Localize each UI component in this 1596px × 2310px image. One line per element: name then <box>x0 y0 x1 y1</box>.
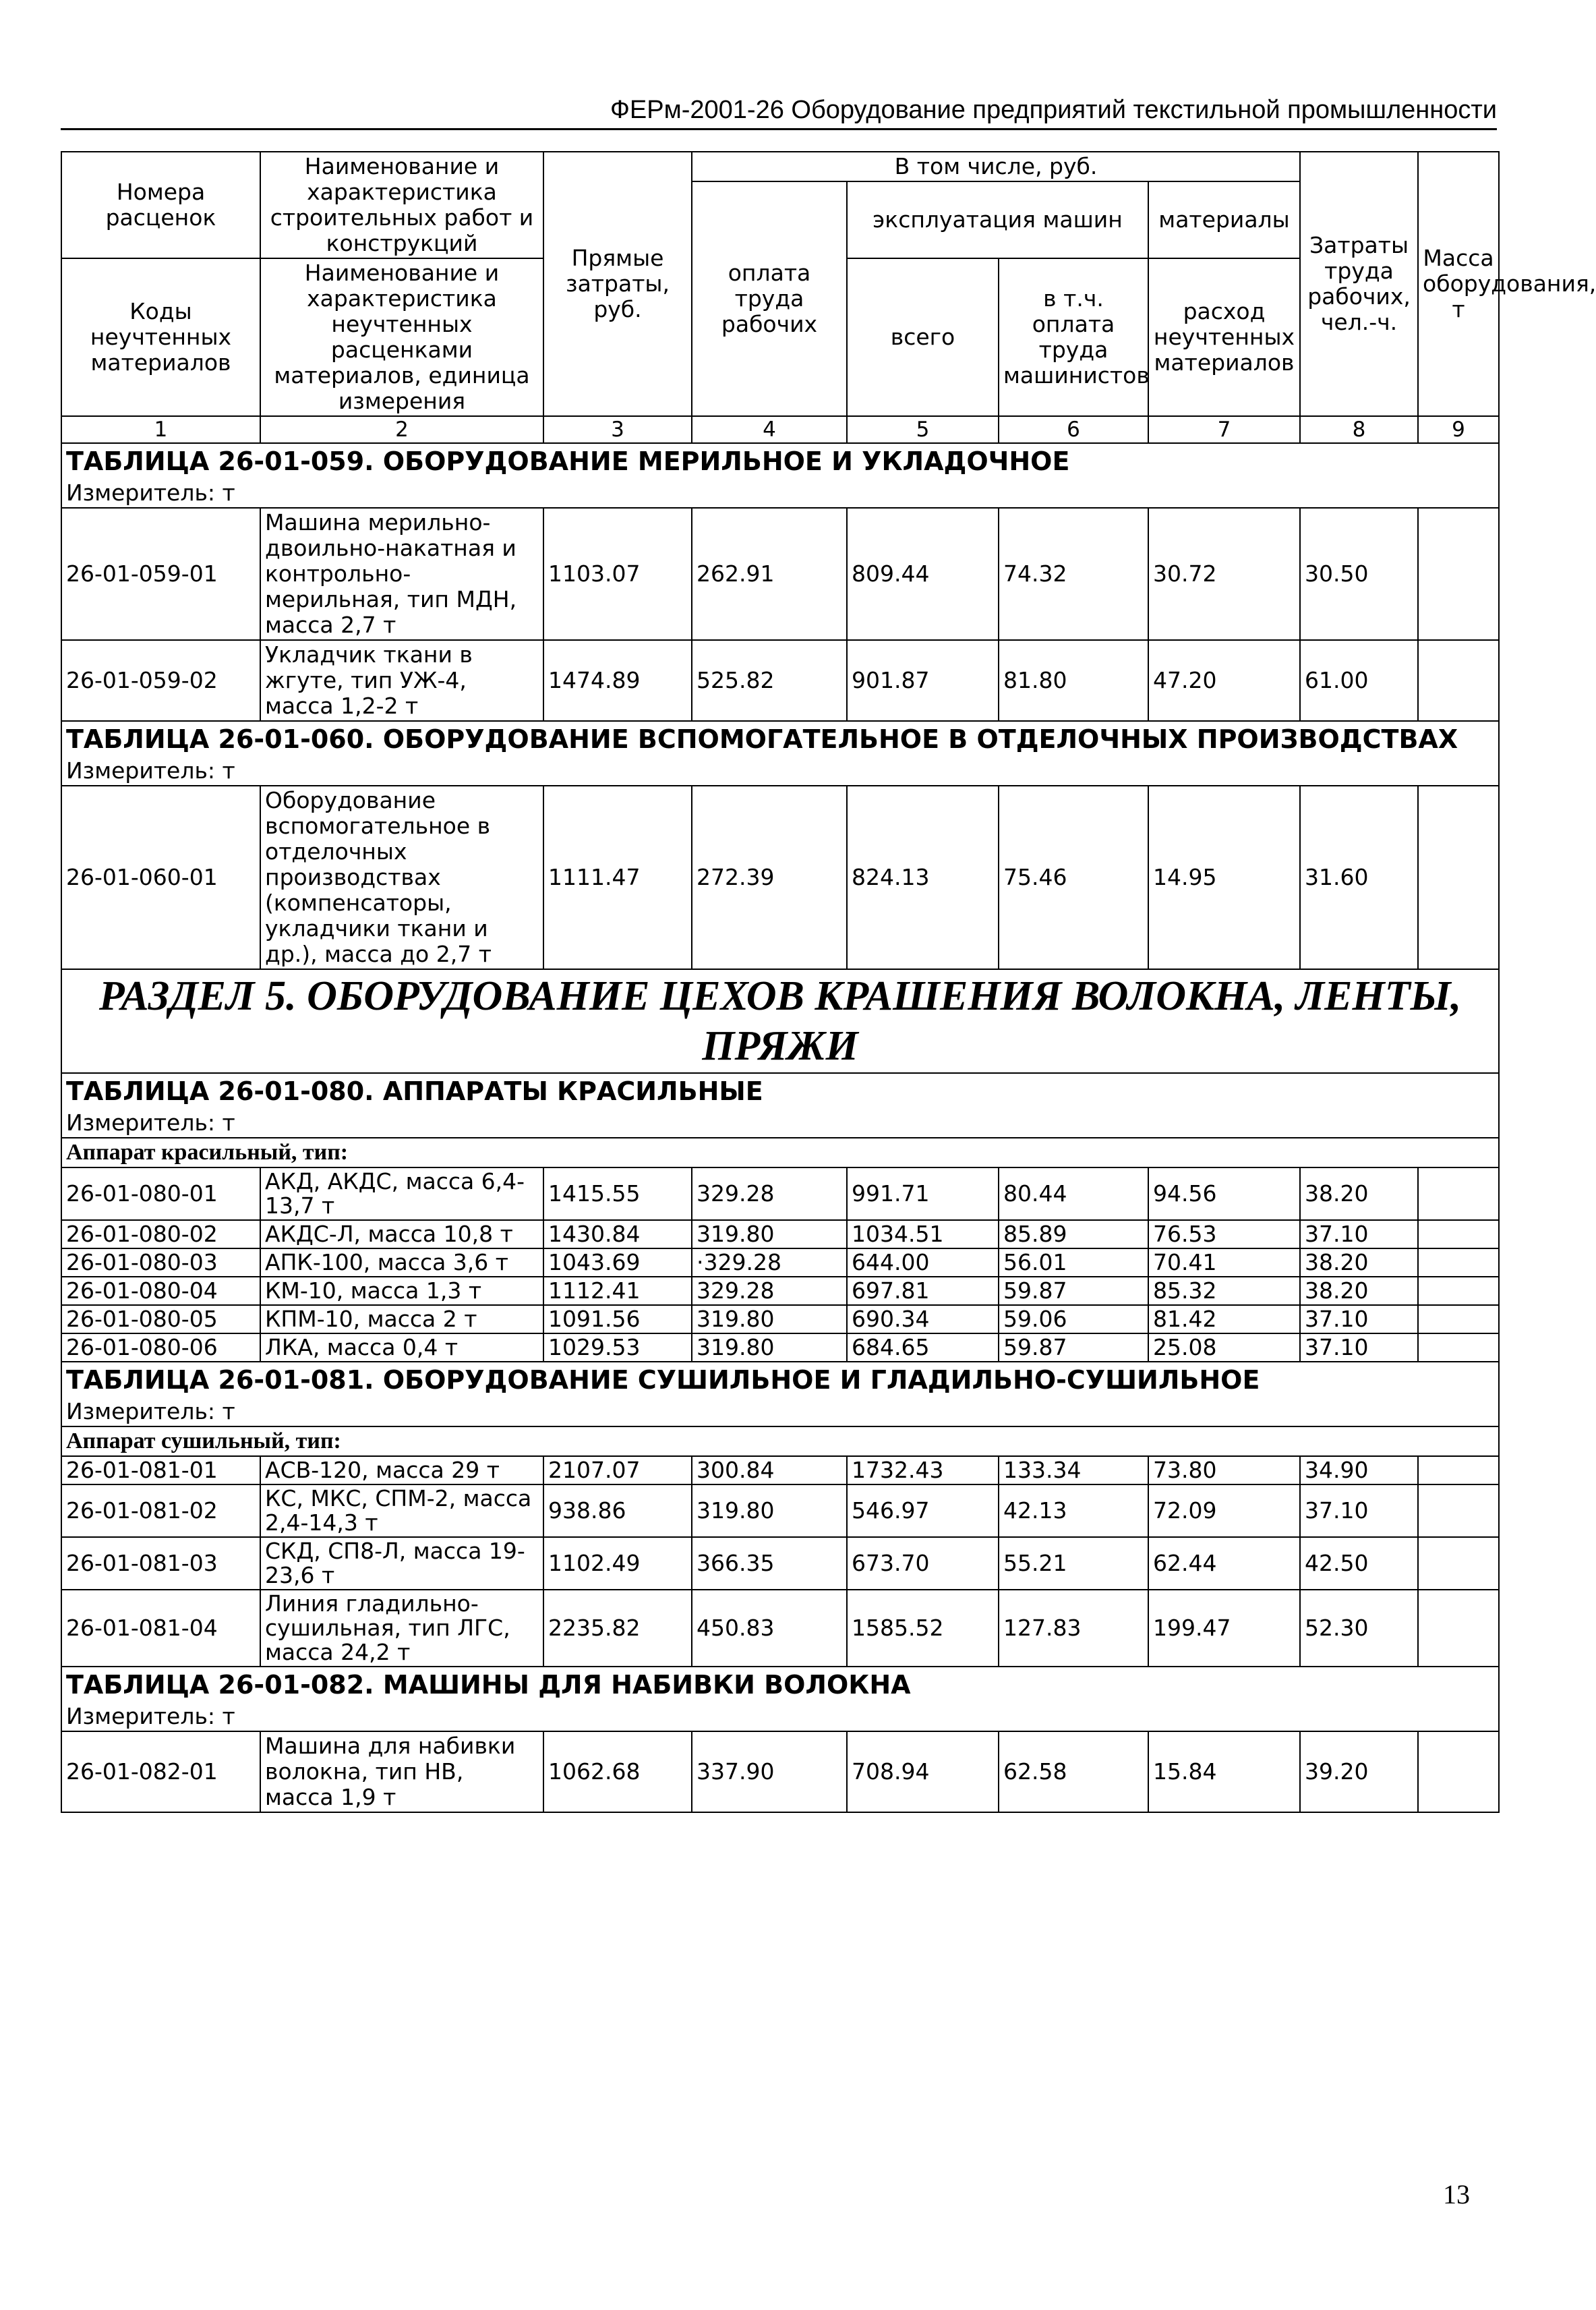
direct-costs: 2107.07 <box>543 1456 692 1484</box>
header-labor-hours: Затраты труда рабочих, чел.-ч. <box>1300 152 1418 416</box>
rate-code: 26-01-080-04 <box>61 1277 260 1305</box>
running-header: ФЕРм-2001-26 Оборудование предприятий текстильной промышленности <box>61 94 1497 130</box>
work-name: АКДС-Л, масса 10,8 т <box>260 1220 543 1248</box>
machinist-pay: 55.21 <box>999 1537 1148 1590</box>
table-row <box>61 1248 1499 1277</box>
table-row <box>61 1537 1499 1590</box>
worker-pay: 272.39 <box>692 786 847 969</box>
header-machine-operation: эксплуатация машин <box>847 181 1148 258</box>
header-including: В том числе, руб. <box>692 152 1300 181</box>
labor-hours: 72.09 <box>1148 1484 1300 1537</box>
equipment-mass: 39.20 <box>1300 1731 1418 1812</box>
machinist-pay: 59.87 <box>999 1277 1148 1305</box>
worker-pay: 319.80 <box>692 1333 847 1362</box>
header-equipment-mass: Масса оборудования, т <box>1418 152 1499 416</box>
table-unit-row <box>61 1397 1499 1426</box>
machines-total: 690.34 <box>847 1305 999 1333</box>
worker-pay: 319.80 <box>692 1220 847 1248</box>
rate-code: 26-01-080-02 <box>61 1220 260 1248</box>
norms-table <box>61 151 1596 1813</box>
table-title: ТАБЛИЦА 26-01-082. МАШИНЫ ДЛЯ НАБИВКИ ВОЛОКНА <box>61 1667 1499 1702</box>
equipment-mass: 38.20 <box>1300 1248 1418 1277</box>
table-row <box>61 1220 1499 1248</box>
machines-total: 1732.43 <box>847 1456 999 1484</box>
equipment-mass: 52.30 <box>1300 1590 1418 1667</box>
direct-costs: 1430.84 <box>543 1220 692 1248</box>
rate-code: 26-01-080-03 <box>61 1248 260 1277</box>
table-unit: Измеритель: т <box>61 1702 1499 1731</box>
worker-pay: 300.84 <box>692 1456 847 1484</box>
table-row <box>61 1731 1499 1812</box>
group-row <box>61 1426 1499 1456</box>
column-number: 1 <box>61 416 260 443</box>
table-unit: Измеритель: т <box>61 1397 1499 1426</box>
empty-cell <box>1418 1590 1499 1667</box>
empty-cell <box>1418 1248 1499 1277</box>
machinist-pay: 56.01 <box>999 1248 1148 1277</box>
direct-costs: 1062.68 <box>543 1731 692 1812</box>
empty-cell <box>1418 1220 1499 1248</box>
header-materials: материалы <box>1148 181 1300 258</box>
labor-hours: 85.32 <box>1148 1277 1300 1305</box>
empty-cell <box>1418 1731 1499 1812</box>
machines-total: 708.94 <box>847 1731 999 1812</box>
header-work-name: Наименование и характеристика строительных работ и конструкций <box>260 152 543 258</box>
worker-pay: 319.80 <box>692 1305 847 1333</box>
work-name: КС, МКС, СПМ-2, масса 2,4-14,3 т <box>260 1484 543 1537</box>
direct-costs: 2235.82 <box>543 1590 692 1667</box>
worker-pay: 319.80 <box>692 1484 847 1537</box>
machinist-pay: 75.46 <box>999 786 1148 969</box>
machinist-pay: 127.83 <box>999 1590 1148 1667</box>
rate-code: 26-01-082-01 <box>61 1731 260 1812</box>
equipment-mass: 37.10 <box>1300 1333 1418 1362</box>
worker-pay: 337.90 <box>692 1731 847 1812</box>
labor-hours: 76.53 <box>1148 1220 1300 1248</box>
rate-code: 26-01-080-05 <box>61 1305 260 1333</box>
rate-code: 26-01-081-04 <box>61 1590 260 1667</box>
equipment-mass: 38.20 <box>1300 1167 1418 1220</box>
table-row <box>61 640 1499 721</box>
labor-hours: 199.47 <box>1148 1590 1300 1667</box>
rate-code: 26-01-081-01 <box>61 1456 260 1484</box>
header-direct-costs: Прямые затраты, руб. <box>543 152 692 416</box>
direct-costs: 1091.56 <box>543 1305 692 1333</box>
work-name: Оборудование вспомогательное в отделочных производствах (компенсаторы, укладчики ткани и др.), масса до 2,7 т <box>260 786 543 969</box>
labor-hours: 73.80 <box>1148 1456 1300 1484</box>
equipment-mass: 37.10 <box>1300 1305 1418 1333</box>
equipment-mass: 34.90 <box>1300 1456 1418 1484</box>
rate-code: 26-01-059-01 <box>61 508 260 640</box>
group-heading: Аппарат сушильный, тип: <box>61 1426 1499 1456</box>
work-name: Укладчик ткани в жгуте, тип УЖ-4, масса 1,2-2 т <box>260 640 543 721</box>
machines-total: 684.65 <box>847 1333 999 1362</box>
equipment-mass: 30.50 <box>1300 508 1418 640</box>
table-title-row <box>61 443 1499 479</box>
direct-costs: 1043.69 <box>543 1248 692 1277</box>
empty-cell <box>1418 1484 1499 1537</box>
group-heading: Аппарат красильный, тип: <box>61 1138 1499 1167</box>
page-number: 13 <box>1443 2179 1470 2210</box>
rate-code: 26-01-080-01 <box>61 1167 260 1220</box>
machines-total: 644.00 <box>847 1248 999 1277</box>
table-unit-row <box>61 757 1499 786</box>
header-material-consumption: расход неучтенных материалов <box>1148 258 1300 416</box>
column-number: 2 <box>260 416 543 443</box>
table-unit-row <box>61 1702 1499 1731</box>
empty-cell <box>1418 508 1499 640</box>
machinist-pay: 74.32 <box>999 508 1148 640</box>
direct-costs: 1103.07 <box>543 508 692 640</box>
direct-costs: 1112.41 <box>543 1277 692 1305</box>
table-row <box>61 508 1499 640</box>
table-row <box>61 786 1499 969</box>
work-name: ЛКА, масса 0,4 т <box>260 1333 543 1362</box>
table-title-row <box>61 721 1499 757</box>
worker-pay: 329.28 <box>692 1277 847 1305</box>
empty-cell <box>1418 1333 1499 1362</box>
labor-hours: 94.56 <box>1148 1167 1300 1220</box>
machines-total: 901.87 <box>847 640 999 721</box>
table-row <box>61 1456 1499 1484</box>
labor-hours: 14.95 <box>1148 786 1300 969</box>
machinist-pay: 62.58 <box>999 1731 1148 1812</box>
equipment-mass: 37.10 <box>1300 1484 1418 1537</box>
machines-total: 1585.52 <box>847 1590 999 1667</box>
equipment-mass: 38.20 <box>1300 1277 1418 1305</box>
machinist-pay: 85.89 <box>999 1220 1148 1248</box>
work-name: АКД, АКДС, масса 6,4-13,7 т <box>260 1167 543 1220</box>
machines-total: 809.44 <box>847 508 999 640</box>
header-machines-total: всего <box>847 258 999 416</box>
machines-total: 824.13 <box>847 786 999 969</box>
work-name: Машина для набивки волокна, тип НВ, масса 1,9 т <box>260 1731 543 1812</box>
table-row <box>61 1277 1499 1305</box>
table-title: ТАБЛИЦА 26-01-081. ОБОРУДОВАНИЕ СУШИЛЬНОЕ И ГЛАДИЛЬНО-СУШИЛЬНОЕ <box>61 1362 1499 1397</box>
worker-pay: 450.83 <box>692 1590 847 1667</box>
work-name: СКД, СП8-Л, масса 19-23,6 т <box>260 1537 543 1590</box>
machines-total: 697.81 <box>847 1277 999 1305</box>
labor-hours: 47.20 <box>1148 640 1300 721</box>
column-number: 3 <box>543 416 692 443</box>
table-row <box>61 1305 1499 1333</box>
labor-hours: 15.84 <box>1148 1731 1300 1812</box>
column-number: 5 <box>847 416 999 443</box>
empty-cell <box>1418 640 1499 721</box>
rate-code: 26-01-060-01 <box>61 786 260 969</box>
rate-code: 26-01-059-02 <box>61 640 260 721</box>
header-material-name: Наименование и характеристика неучтенных расценками материалов, единица измерения <box>260 258 543 416</box>
table-unit: Измеритель: т <box>61 757 1499 786</box>
column-number: 6 <box>999 416 1148 443</box>
empty-cell <box>1418 1277 1499 1305</box>
empty-cell <box>1418 1456 1499 1484</box>
empty-cell <box>1418 1305 1499 1333</box>
work-name: КПМ-10, масса 2 т <box>260 1305 543 1333</box>
direct-costs: 1111.47 <box>543 786 692 969</box>
empty-cell <box>1418 1537 1499 1590</box>
direct-costs: 1474.89 <box>543 640 692 721</box>
rate-code: 26-01-080-06 <box>61 1333 260 1362</box>
direct-costs: 1415.55 <box>543 1167 692 1220</box>
machinist-pay: 80.44 <box>999 1167 1148 1220</box>
equipment-mass: 42.50 <box>1300 1537 1418 1590</box>
worker-pay: 262.91 <box>692 508 847 640</box>
column-numbers-row <box>61 416 1499 443</box>
column-number: 9 <box>1418 416 1499 443</box>
group-row <box>61 1138 1499 1167</box>
table-title: ТАБЛИЦА 26-01-059. ОБОРУДОВАНИЕ МЕРИЛЬНОЕ И УКЛАДОЧНОЕ <box>61 443 1499 479</box>
work-name: КМ-10, масса 1,3 т <box>260 1277 543 1305</box>
column-number: 7 <box>1148 416 1300 443</box>
header-machinist-pay: в т.ч. оплата труда машинистов <box>999 258 1148 416</box>
machinist-pay: 42.13 <box>999 1484 1148 1537</box>
table-title-row <box>61 1667 1499 1702</box>
machines-total: 673.70 <box>847 1537 999 1590</box>
work-name: Машина мерильно-двоильно-накатная и контрольно-мерильная, тип МДН, масса 2,7 т <box>260 508 543 640</box>
column-number: 8 <box>1300 416 1418 443</box>
equipment-mass: 37.10 <box>1300 1220 1418 1248</box>
rate-code: 26-01-081-03 <box>61 1537 260 1590</box>
header-unaccounted-material-codes: Коды неучтенных материалов <box>61 258 260 416</box>
machines-total: 546.97 <box>847 1484 999 1537</box>
direct-costs: 1029.53 <box>543 1333 692 1362</box>
worker-pay: 366.35 <box>692 1537 847 1590</box>
table-title: ТАБЛИЦА 26-01-060. ОБОРУДОВАНИЕ ВСПОМОГАТЕЛЬНОЕ В ОТДЕЛОЧНЫХ ПРОИЗВОДСТВАХ <box>61 721 1499 757</box>
table-row <box>61 1333 1499 1362</box>
labor-hours: 81.42 <box>1148 1305 1300 1333</box>
header-worker-pay: оплата труда рабочих <box>692 181 847 416</box>
direct-costs: 1102.49 <box>543 1537 692 1590</box>
work-name: АПК-100, масса 3,6 т <box>260 1248 543 1277</box>
machinist-pay: 81.80 <box>999 640 1148 721</box>
table-unit: Измеритель: т <box>61 1109 1499 1138</box>
table-row <box>61 1484 1499 1537</box>
worker-pay: 329.28 <box>692 1167 847 1220</box>
header-rate-numbers: Номера расценок <box>61 152 260 258</box>
labor-hours: 62.44 <box>1148 1537 1300 1590</box>
equipment-mass: 31.60 <box>1300 786 1418 969</box>
column-number: 4 <box>692 416 847 443</box>
empty-cell <box>1418 1167 1499 1220</box>
empty-cell <box>1418 786 1499 969</box>
table-title: ТАБЛИЦА 26-01-080. АППАРАТЫ КРАСИЛЬНЫЕ <box>61 1073 1499 1109</box>
labor-hours: 70.41 <box>1148 1248 1300 1277</box>
worker-pay: 525.82 <box>692 640 847 721</box>
table-title-row <box>61 1362 1499 1397</box>
section-title: РАЗДЕЛ 5. ОБОРУДОВАНИЕ ЦЕХОВ КРАШЕНИЯ ВОЛОКНА, ЛЕНТЫ, ПРЯЖИ <box>61 969 1499 1073</box>
work-name: Линия гладильно-сушильная, тип ЛГС, масса 24,2 т <box>260 1590 543 1667</box>
table-row <box>61 1590 1499 1667</box>
worker-pay: ·329.28 <box>692 1248 847 1277</box>
table-title-row <box>61 1073 1499 1109</box>
machines-total: 1034.51 <box>847 1220 999 1248</box>
work-name: АСВ-120, масса 29 т <box>260 1456 543 1484</box>
labor-hours: 30.72 <box>1148 508 1300 640</box>
equipment-mass: 61.00 <box>1300 640 1418 721</box>
machinist-pay: 59.06 <box>999 1305 1148 1333</box>
direct-costs: 938.86 <box>543 1484 692 1537</box>
machines-total: 991.71 <box>847 1167 999 1220</box>
rate-code: 26-01-081-02 <box>61 1484 260 1537</box>
table-unit: Измеритель: т <box>61 479 1499 508</box>
machinist-pay: 133.34 <box>999 1456 1148 1484</box>
section-row <box>61 969 1499 1073</box>
table-unit-row <box>61 479 1499 508</box>
table-unit-row <box>61 1109 1499 1138</box>
table-row <box>61 1167 1499 1220</box>
labor-hours: 25.08 <box>1148 1333 1300 1362</box>
machinist-pay: 59.87 <box>999 1333 1148 1362</box>
